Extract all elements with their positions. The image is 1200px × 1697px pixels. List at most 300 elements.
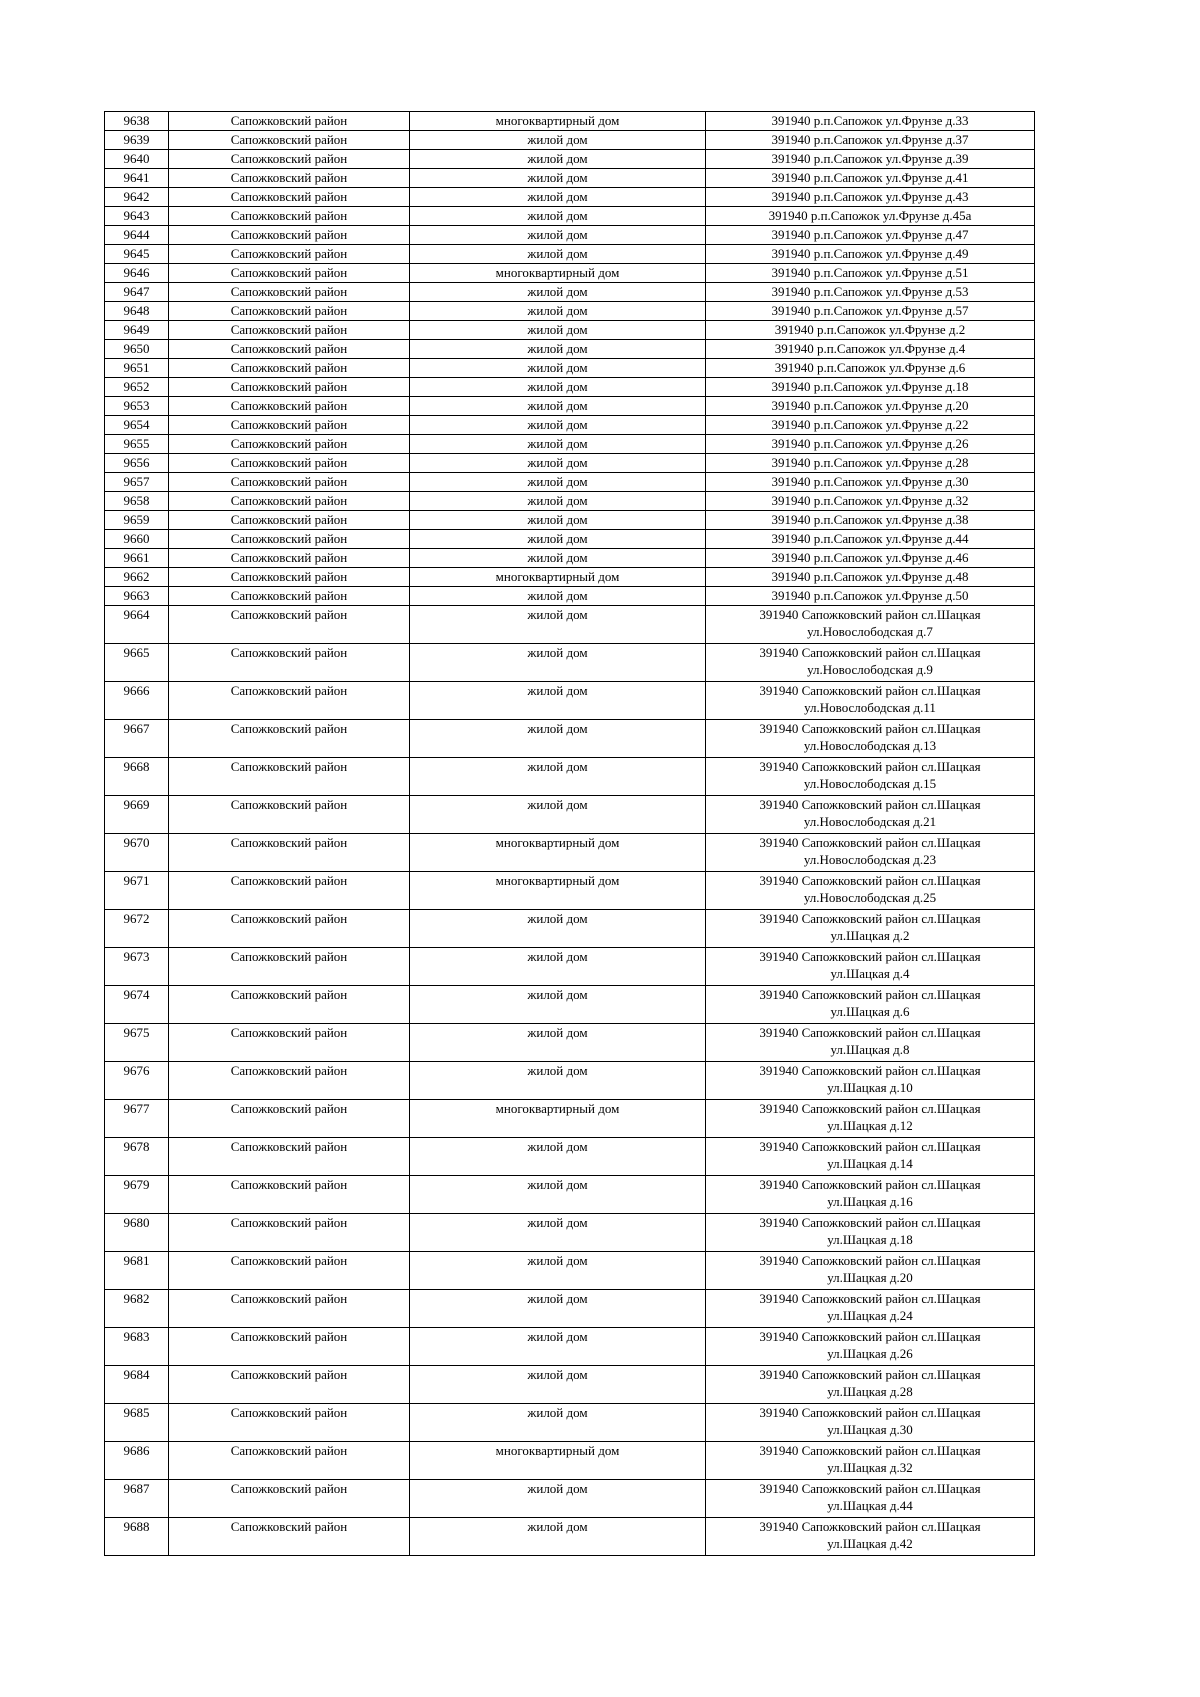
address-cell [706, 872, 1035, 910]
address-line: 391940 Сапожковский район сл.Шацкая [759, 987, 981, 1002]
district-cell: Сапожковский район [169, 207, 410, 226]
row-number-cell: 9648 [105, 302, 169, 321]
address-line: 391940 р.п.Сапожок ул.Фрунзе д.43 [771, 189, 969, 204]
building-type-cell: многоквартирный дом [410, 1100, 706, 1138]
building-type-cell: жилой дом [410, 1252, 706, 1290]
address-line: 391940 Сапожковский район сл.Шацкая [759, 1177, 981, 1192]
address-cell [706, 245, 1035, 264]
address-line: 391940 Сапожковский район сл.Шацкая [759, 797, 981, 812]
address-line: ул.Новослободская д.13 [803, 738, 937, 753]
building-type-cell: жилой дом [410, 188, 706, 207]
row-number-cell: 9678 [105, 1138, 169, 1176]
row-number-cell: 9667 [105, 720, 169, 758]
district-cell: Сапожковский район [169, 568, 410, 587]
address-cell [706, 169, 1035, 188]
table-row [105, 321, 1035, 340]
address-line: ул.Шацкая д.12 [827, 1118, 913, 1133]
table-row [105, 264, 1035, 283]
address-cell [706, 1176, 1035, 1214]
row-number-cell: 9645 [105, 245, 169, 264]
address-line: 391940 Сапожковский район сл.Шацкая [759, 949, 981, 964]
row-number-cell: 9669 [105, 796, 169, 834]
row-number-cell: 9670 [105, 834, 169, 872]
table-row [105, 283, 1035, 302]
row-number-cell: 9657 [105, 473, 169, 492]
building-type-cell: жилой дом [410, 758, 706, 796]
district-cell: Сапожковский район [169, 302, 410, 321]
address-line: ул.Новослободская д.21 [803, 814, 937, 829]
district-cell: Сапожковский район [169, 150, 410, 169]
building-type-cell: жилой дом [410, 1214, 706, 1252]
table-row [105, 1176, 1035, 1214]
address-line: 391940 р.п.Сапожок ул.Фрунзе д.30 [771, 474, 969, 489]
building-type-cell: жилой дом [410, 207, 706, 226]
address-line: ул.Шацкая д.18 [827, 1232, 913, 1247]
table-row [105, 606, 1035, 644]
district-cell: Сапожковский район [169, 340, 410, 359]
address-cell [706, 1024, 1035, 1062]
district-cell: Сапожковский район [169, 1442, 410, 1480]
table-row [105, 1518, 1035, 1556]
address-line: 391940 р.п.Сапожок ул.Фрунзе д.44 [771, 531, 969, 546]
address-cell [706, 264, 1035, 283]
district-cell: Сапожковский район [169, 131, 410, 150]
address-line: ул.Новослободская д.9 [807, 662, 933, 677]
address-line: 391940 р.п.Сапожок ул.Фрунзе д.6 [774, 360, 966, 375]
district-cell: Сапожковский район [169, 1290, 410, 1328]
row-number-cell: 9660 [105, 530, 169, 549]
address-cell [706, 340, 1035, 359]
building-type-cell: жилой дом [410, 796, 706, 834]
building-type-cell: многоквартирный дом [410, 872, 706, 910]
address-line: 391940 р.п.Сапожок ул.Фрунзе д.49 [771, 246, 969, 261]
address-line: 391940 Сапожковский район сл.Шацкая [759, 1481, 981, 1496]
table-row [105, 150, 1035, 169]
district-cell: Сапожковский район [169, 226, 410, 245]
address-line: 391940 Сапожковский район сл.Шацкая [759, 835, 981, 850]
building-type-cell: жилой дом [410, 340, 706, 359]
building-type-cell: жилой дом [410, 435, 706, 454]
address-cell [706, 112, 1035, 131]
building-type-cell: жилой дом [410, 948, 706, 986]
district-cell: Сапожковский район [169, 758, 410, 796]
table-row [105, 378, 1035, 397]
address-line: ул.Шацкая д.16 [827, 1194, 913, 1209]
row-number-cell: 9676 [105, 1062, 169, 1100]
address-line: 391940 р.п.Сапожок ул.Фрунзе д.47 [771, 227, 969, 242]
row-number-cell: 9675 [105, 1024, 169, 1062]
building-type-cell: жилой дом [410, 1290, 706, 1328]
address-cell [706, 986, 1035, 1024]
table-row [105, 473, 1035, 492]
address-line: ул.Шацкая д.30 [827, 1422, 913, 1437]
address-line: 391940 р.п.Сапожок ул.Фрунзе д.38 [771, 512, 969, 527]
address-line: ул.Шацкая д.42 [827, 1536, 913, 1551]
building-type-cell: жилой дом [410, 226, 706, 245]
district-cell: Сапожковский район [169, 986, 410, 1024]
row-number-cell: 9653 [105, 397, 169, 416]
building-type-cell: жилой дом [410, 454, 706, 473]
address-line: 391940 Сапожковский район сл.Шацкая [759, 721, 981, 736]
row-number-cell: 9677 [105, 1100, 169, 1138]
address-line: ул.Новослободская д.23 [803, 852, 937, 867]
address-line: 391940 р.п.Сапожок ул.Фрунзе д.28 [771, 455, 969, 470]
address-cell [706, 321, 1035, 340]
address-cell [706, 644, 1035, 682]
district-cell: Сапожковский район [169, 416, 410, 435]
table-row [105, 112, 1035, 131]
address-line: ул.Шацкая д.20 [827, 1270, 913, 1285]
address-cell [706, 435, 1035, 454]
district-cell: Сапожковский район [169, 378, 410, 397]
address-line: ул.Шацкая д.26 [827, 1346, 913, 1361]
row-number-cell: 9664 [105, 606, 169, 644]
district-cell: Сапожковский район [169, 606, 410, 644]
row-number-cell: 9688 [105, 1518, 169, 1556]
address-cell [706, 188, 1035, 207]
address-line: ул.Шацкая д.32 [827, 1460, 913, 1475]
district-cell: Сапожковский район [169, 872, 410, 910]
building-type-cell: многоквартирный дом [410, 264, 706, 283]
row-number-cell: 9640 [105, 150, 169, 169]
address-line: 391940 р.п.Сапожок ул.Фрунзе д.22 [771, 417, 969, 432]
address-cell [706, 720, 1035, 758]
table-row [105, 568, 1035, 587]
district-cell: Сапожковский район [169, 188, 410, 207]
address-line: 391940 р.п.Сапожок ул.Фрунзе д.18 [771, 379, 969, 394]
table-row [105, 416, 1035, 435]
district-cell: Сапожковский район [169, 359, 410, 378]
address-cell [706, 834, 1035, 872]
address-cell [706, 492, 1035, 511]
address-line: 391940 Сапожковский район сл.Шацкая [759, 759, 981, 774]
district-cell: Сапожковский район [169, 644, 410, 682]
building-type-cell: многоквартирный дом [410, 834, 706, 872]
table-row [105, 1138, 1035, 1176]
row-number-cell: 9672 [105, 910, 169, 948]
district-cell: Сапожковский район [169, 549, 410, 568]
district-cell: Сапожковский район [169, 454, 410, 473]
address-cell [706, 1480, 1035, 1518]
address-cell [706, 1062, 1035, 1100]
district-cell: Сапожковский район [169, 169, 410, 188]
row-number-cell: 9659 [105, 511, 169, 530]
row-number-cell: 9682 [105, 1290, 169, 1328]
address-line: 391940 р.п.Сапожок ул.Фрунзе д.48 [771, 569, 969, 584]
district-cell: Сапожковский район [169, 948, 410, 986]
table-row [105, 834, 1035, 872]
building-type-cell: жилой дом [410, 169, 706, 188]
address-line: ул.Новослободская д.11 [804, 700, 936, 715]
building-type-cell: жилой дом [410, 587, 706, 606]
table-row [105, 169, 1035, 188]
address-line: 391940 р.п.Сапожок ул.Фрунзе д.2 [774, 322, 966, 337]
address-line: ул.Новослободская д.15 [803, 776, 937, 791]
address-cell [706, 1214, 1035, 1252]
address-cell [706, 397, 1035, 416]
table-row [105, 511, 1035, 530]
district-cell: Сапожковский район [169, 587, 410, 606]
district-cell: Сапожковский район [169, 112, 410, 131]
district-cell: Сапожковский район [169, 910, 410, 948]
building-type-cell: жилой дом [410, 1366, 706, 1404]
building-type-cell: жилой дом [410, 682, 706, 720]
building-type-cell: жилой дом [410, 150, 706, 169]
table-row [105, 530, 1035, 549]
address-line: ул.Шацкая д.6 [830, 1004, 910, 1019]
building-type-cell: жилой дом [410, 1328, 706, 1366]
table-row [105, 226, 1035, 245]
housing-registry-table [104, 111, 1035, 1556]
address-cell [706, 226, 1035, 245]
address-line: 391940 Сапожковский район сл.Шацкая [759, 873, 981, 888]
district-cell: Сапожковский район [169, 435, 410, 454]
table-row [105, 1480, 1035, 1518]
table-row [105, 872, 1035, 910]
building-type-cell: многоквартирный дом [410, 112, 706, 131]
district-cell: Сапожковский район [169, 1062, 410, 1100]
building-type-cell: жилой дом [410, 1518, 706, 1556]
table-row [105, 549, 1035, 568]
row-number-cell: 9661 [105, 549, 169, 568]
address-cell [706, 511, 1035, 530]
building-type-cell: жилой дом [410, 397, 706, 416]
address-cell [706, 283, 1035, 302]
district-cell: Сапожковский район [169, 1480, 410, 1518]
address-cell [706, 1252, 1035, 1290]
row-number-cell: 9679 [105, 1176, 169, 1214]
building-type-cell: жилой дом [410, 606, 706, 644]
address-line: ул.Новослободская д.7 [807, 624, 933, 639]
district-cell: Сапожковский район [169, 264, 410, 283]
district-cell: Сапожковский район [169, 530, 410, 549]
address-line: 391940 р.п.Сапожок ул.Фрунзе д.57 [771, 303, 969, 318]
district-cell: Сапожковский район [169, 1138, 410, 1176]
building-type-cell: жилой дом [410, 416, 706, 435]
district-cell: Сапожковский район [169, 245, 410, 264]
row-number-cell: 9643 [105, 207, 169, 226]
table-row [105, 454, 1035, 473]
address-line: ул.Шацкая д.10 [827, 1080, 913, 1095]
address-line: 391940 Сапожковский район сл.Шацкая [759, 1063, 981, 1078]
row-number-cell: 9652 [105, 378, 169, 397]
row-number-cell: 9673 [105, 948, 169, 986]
address-line: ул.Шацкая д.2 [830, 928, 910, 943]
address-line: 391940 р.п.Сапожок ул.Фрунзе д.41 [771, 170, 969, 185]
address-line: 391940 Сапожковский район сл.Шацкая [759, 1519, 981, 1534]
table-row [105, 302, 1035, 321]
address-line: ул.Новослободская д.25 [803, 890, 937, 905]
building-type-cell: жилой дом [410, 1404, 706, 1442]
building-type-cell: жилой дом [410, 644, 706, 682]
building-type-cell: жилой дом [410, 283, 706, 302]
building-type-cell: жилой дом [410, 492, 706, 511]
row-number-cell: 9646 [105, 264, 169, 283]
row-number-cell: 9665 [105, 644, 169, 682]
address-cell [706, 568, 1035, 587]
district-cell: Сапожковский район [169, 511, 410, 530]
building-type-cell: жилой дом [410, 530, 706, 549]
row-number-cell: 9642 [105, 188, 169, 207]
building-type-cell: жилой дом [410, 359, 706, 378]
address-line: 391940 р.п.Сапожок ул.Фрунзе д.53 [771, 284, 969, 299]
address-line: 391940 р.п.Сапожок ул.Фрунзе д.33 [771, 113, 969, 128]
building-type-cell: жилой дом [410, 720, 706, 758]
table-row [105, 644, 1035, 682]
address-line: 391940 Сапожковский район сл.Шацкая [759, 1405, 981, 1420]
address-cell [706, 473, 1035, 492]
building-type-cell: жилой дом [410, 245, 706, 264]
building-type-cell: жилой дом [410, 1176, 706, 1214]
table-row [105, 1062, 1035, 1100]
district-cell: Сапожковский район [169, 1252, 410, 1290]
row-number-cell: 9638 [105, 112, 169, 131]
row-number-cell: 9656 [105, 454, 169, 473]
table-row [105, 340, 1035, 359]
address-line: 391940 Сапожковский район сл.Шацкая [759, 1139, 981, 1154]
row-number-cell: 9686 [105, 1442, 169, 1480]
table-row [105, 1100, 1035, 1138]
row-number-cell: 9681 [105, 1252, 169, 1290]
row-number-cell: 9671 [105, 872, 169, 910]
table-row [105, 986, 1035, 1024]
district-cell: Сапожковский район [169, 796, 410, 834]
table-row [105, 1252, 1035, 1290]
address-line: 391940 Сапожковский район сл.Шацкая [759, 607, 981, 622]
table-row [105, 359, 1035, 378]
address-cell [706, 416, 1035, 435]
row-number-cell: 9647 [105, 283, 169, 302]
address-cell [706, 1290, 1035, 1328]
table-row [105, 796, 1035, 834]
table-row [105, 758, 1035, 796]
district-cell: Сапожковский район [169, 1214, 410, 1252]
district-cell: Сапожковский район [169, 473, 410, 492]
row-number-cell: 9650 [105, 340, 169, 359]
table-row [105, 682, 1035, 720]
address-cell [706, 948, 1035, 986]
table-row [105, 1290, 1035, 1328]
row-number-cell: 9644 [105, 226, 169, 245]
building-type-cell: жилой дом [410, 321, 706, 340]
building-type-cell: многоквартирный дом [410, 568, 706, 587]
address-cell [706, 131, 1035, 150]
building-type-cell: жилой дом [410, 302, 706, 321]
district-cell: Сапожковский район [169, 1328, 410, 1366]
address-line: 391940 Сапожковский район сл.Шацкая [759, 683, 981, 698]
table-row [105, 188, 1035, 207]
address-cell [706, 530, 1035, 549]
address-line: ул.Шацкая д.14 [827, 1156, 913, 1171]
address-cell [706, 454, 1035, 473]
district-cell: Сапожковский район [169, 1404, 410, 1442]
address-cell [706, 1366, 1035, 1404]
table-row [105, 1404, 1035, 1442]
address-cell [706, 549, 1035, 568]
address-cell [706, 1518, 1035, 1556]
district-cell: Сапожковский район [169, 1366, 410, 1404]
building-type-cell: жилой дом [410, 131, 706, 150]
address-line: 391940 р.п.Сапожок ул.Фрунзе д.26 [771, 436, 969, 451]
row-number-cell: 9641 [105, 169, 169, 188]
row-number-cell: 9658 [105, 492, 169, 511]
table-row [105, 131, 1035, 150]
table-row [105, 492, 1035, 511]
district-cell: Сапожковский район [169, 720, 410, 758]
table-row [105, 207, 1035, 226]
address-line: 391940 р.п.Сапожок ул.Фрунзе д.51 [771, 265, 969, 280]
building-type-cell: жилой дом [410, 473, 706, 492]
address-line: 391940 Сапожковский район сл.Шацкая [759, 911, 981, 926]
building-type-cell: жилой дом [410, 549, 706, 568]
table-row [105, 245, 1035, 264]
registry-body [105, 112, 1035, 1556]
address-line: 391940 р.п.Сапожок ул.Фрунзе д.46 [771, 550, 969, 565]
row-number-cell: 9663 [105, 587, 169, 606]
table-row [105, 1024, 1035, 1062]
district-cell: Сапожковский район [169, 1024, 410, 1062]
district-cell: Сапожковский район [169, 834, 410, 872]
address-line: 391940 Сапожковский район сл.Шацкая [759, 1215, 981, 1230]
row-number-cell: 9649 [105, 321, 169, 340]
address-line: 391940 Сапожковский район сл.Шацкая [759, 1367, 981, 1382]
row-number-cell: 9655 [105, 435, 169, 454]
address-line: 391940 р.п.Сапожок ул.Фрунзе д.45а [768, 208, 972, 223]
building-type-cell: жилой дом [410, 511, 706, 530]
address-cell [706, 1328, 1035, 1366]
row-number-cell: 9674 [105, 986, 169, 1024]
table-row [105, 1366, 1035, 1404]
address-line: 391940 Сапожковский район сл.Шацкая [759, 1329, 981, 1344]
table-row [105, 1214, 1035, 1252]
address-line: 391940 р.п.Сапожок ул.Фрунзе д.37 [771, 132, 969, 147]
district-cell: Сапожковский район [169, 492, 410, 511]
address-cell [706, 1404, 1035, 1442]
address-cell [706, 150, 1035, 169]
building-type-cell: жилой дом [410, 1138, 706, 1176]
address-line: 391940 Сапожковский район сл.Шацкая [759, 1443, 981, 1458]
row-number-cell: 9651 [105, 359, 169, 378]
table-row [105, 397, 1035, 416]
row-number-cell: 9687 [105, 1480, 169, 1518]
table-row [105, 910, 1035, 948]
address-cell [706, 359, 1035, 378]
address-cell [706, 378, 1035, 397]
address-cell [706, 910, 1035, 948]
address-line: ул.Шацкая д.4 [830, 966, 910, 981]
address-cell [706, 1442, 1035, 1480]
address-line: 391940 р.п.Сапожок ул.Фрунзе д.4 [774, 341, 966, 356]
building-type-cell: жилой дом [410, 986, 706, 1024]
address-cell [706, 1138, 1035, 1176]
address-line: ул.Шацкая д.8 [830, 1042, 910, 1057]
address-line: 391940 Сапожковский район сл.Шацкая [759, 645, 981, 660]
address-line: 391940 р.п.Сапожок ул.Фрунзе д.20 [771, 398, 969, 413]
table-row [105, 435, 1035, 454]
row-number-cell: 9639 [105, 131, 169, 150]
row-number-cell: 9685 [105, 1404, 169, 1442]
district-cell: Сапожковский район [169, 397, 410, 416]
address-line: 391940 р.п.Сапожок ул.Фрунзе д.39 [771, 151, 969, 166]
row-number-cell: 9680 [105, 1214, 169, 1252]
district-cell: Сапожковский район [169, 1176, 410, 1214]
row-number-cell: 9684 [105, 1366, 169, 1404]
building-type-cell: жилой дом [410, 1062, 706, 1100]
building-type-cell: жилой дом [410, 378, 706, 397]
row-number-cell: 9666 [105, 682, 169, 720]
district-cell: Сапожковский район [169, 1100, 410, 1138]
table-row [105, 1442, 1035, 1480]
